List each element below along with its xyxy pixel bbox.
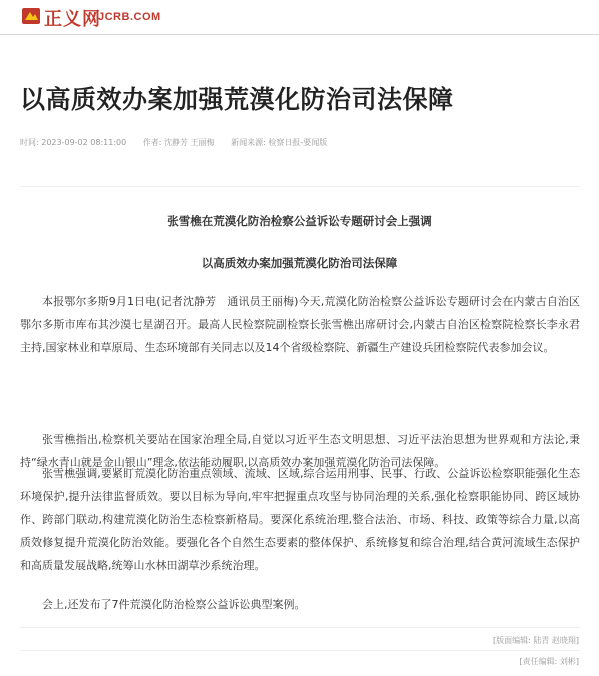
header-divider — [20, 186, 580, 187]
article-meta — [20, 137, 341, 148]
site-domain[interactable]: JCRB.COM — [98, 11, 161, 23]
logo-icon[interactable] — [21, 6, 41, 26]
footer-divider — [20, 627, 580, 628]
paragraph-1: 本报鄂尔多斯9月1日电(记者沈静芳 通讯员王丽梅)今天,荒漠化防治检察公益诉讼专题研讨会在内蒙古自治区鄂尔多斯市库布其沙漠七星湖召开。最高人民检察院副检察长张雪樵出席研讨会,内蒙古自治区检察院检察长李永君主持,国家林业和草原局、生态环境部有关同志以及14个省级检察院、新疆生产建设兵团检察院代表参加会议。 — [20, 295, 580, 354]
layout-editor: [版面编辑: 陆青 赵晓翔] — [492, 636, 579, 645]
article-subhead-2: 以高质效办案加强荒漠化防治司法保障 — [201, 256, 398, 270]
article-subhead-1: 张雪樵在荒漠化防治检察公益诉讼专题研讨会上强调 — [167, 214, 432, 228]
article-authors: 作者: 沈静芳 王丽梅 — [142, 138, 215, 147]
site-header — [0, 0, 599, 35]
site-logo-text[interactable]: 正义网 — [44, 9, 101, 30]
publish-time: 时间: 2023-09-02 08:11:00 — [20, 138, 127, 147]
article-title: 以高质效办案加强荒漠化防治司法保障 — [20, 85, 454, 114]
paragraph-4: 会上,还发布了7件荒漠化防治检察公益诉讼典型案例。 — [42, 598, 306, 611]
responsible-editor: [责任编辑: 刘彬] — [519, 657, 579, 666]
footer-divider-2 — [20, 650, 580, 651]
paragraph-2: 张雪樵指出,检察机关要站在国家治理全局,自觉以习近平生态文明思想、习近平法治思想为世界观和方法论,秉持“绿水青山就是金山银山”理念,依法能动履职,以高质效办案加强荒漠化防治司法保障。 — [20, 433, 580, 469]
paragraph-3: 张雪樵强调,要紧盯荒漠化防治重点领域、流域、区域,综合运用刑事、民事、行政、公益诉讼检察职能强化生态环境保护,提升法律监督质效。要以目标为导向,牢牢把握重点攻坚与协同治理的关系,强化检察职能协同、跨区域协作、跨部门联动,构建荒漠化防治生态检察新格局。要深化系统治理,整合法治、市场、科技、政策等综合力量,以高质效修复提升荒漠化防治效能。要强化各个自然生态要素的整体保护、系统修复和综合治理,结合黄河流域生态保护和高质量发展战略,统筹山水林田湖草沙系统治理。 — [20, 467, 580, 572]
news-source: 新闻来源: 检察日报-要闻版 — [231, 138, 328, 147]
